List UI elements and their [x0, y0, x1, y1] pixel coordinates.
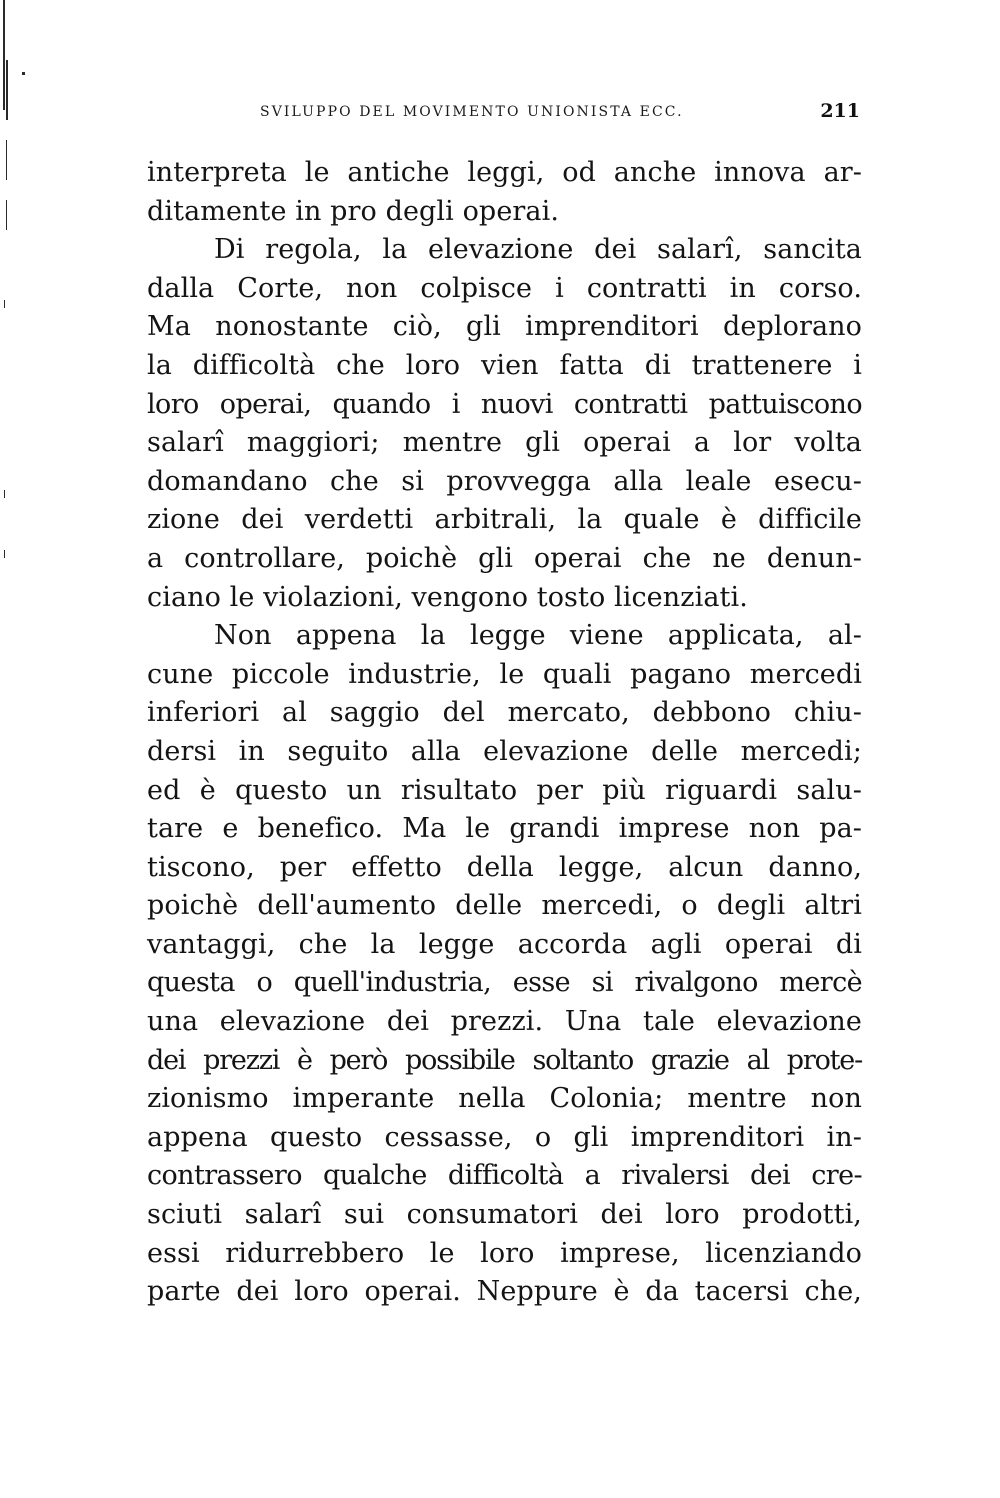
text-line: parte dei loro operai. Neppure è da tacersi che, — [147, 1276, 862, 1308]
text-line: a controllare, poichè gli operai che ne denun- — [147, 542, 862, 574]
text-line: ditamente in pro degli operai. — [147, 195, 560, 227]
text-line: la difficoltà che loro vien fatta di trattenere i — [147, 349, 862, 381]
text-line: zionismo imperante nella Colonia; mentre non — [147, 1083, 862, 1115]
running-header — [260, 100, 860, 130]
text-line: sciuti salarî sui consumatori dei loro prodotti, — [147, 1199, 862, 1231]
text-line: vantaggi, che la legge accorda agli operai di — [147, 928, 862, 960]
page-edge-marks — [0, 0, 20, 1498]
text-line: poichè dell'aumento delle mercedi, o degli altri — [147, 890, 862, 922]
text-line: una elevazione dei prezzi. Una tale elevazione — [147, 1006, 862, 1038]
text-line: loro operai, quando i nuovi contratti pattuiscono — [147, 388, 862, 420]
text-line: dersi in seguito alla elevazione delle mercedi; — [147, 735, 862, 767]
text-line: ed è questo un risultato per più riguardi salu- — [147, 774, 862, 806]
text-line: inferiori al saggio del mercato, debbono chiu- — [147, 697, 862, 729]
text-line: dalla Corte, non colpisce i contratti in corso. — [147, 272, 862, 304]
text-line: ciano le violazioni, vengono tosto licenziati. — [147, 581, 748, 613]
text-line: zione dei verdetti arbitrali, la quale è difficile — [147, 504, 862, 536]
text-line: Non appena la legge viene applicata, al- — [214, 620, 862, 652]
text-line: contrassero qualche difficoltà a rivalersi dei cre- — [147, 1160, 862, 1192]
text-line: interpreta le antiche leggi, od anche innova ar- — [147, 157, 862, 188]
text-line: appena questo cessasse, o gli imprenditori in- — [147, 1121, 862, 1153]
text-line: Di regola, la elevazione dei salarî, sancita — [214, 234, 862, 266]
body-text — [147, 154, 862, 1312]
text-line: cune piccole industrie, le quali pagano mercedi — [147, 658, 862, 690]
text-line: domandano che si provvegga alla leale esecu- — [147, 465, 862, 497]
text-line: questa o quell'industria, esse si rivalgono mercè — [147, 967, 862, 999]
text-line: Ma nonostante ciò, gli imprenditori deplorano — [147, 311, 862, 343]
text-line: essi ridurrebbero le loro imprese, licenziando — [147, 1237, 862, 1269]
text-line: dei prezzi è però possibile soltanto grazie al prote- — [147, 1044, 862, 1076]
text-line: tiscono, per effetto della legge, alcun danno, — [147, 851, 862, 883]
text-line: salarî maggiori; mentre gli operai a lor volta — [147, 427, 862, 459]
page-number: 211 — [820, 100, 860, 122]
running-title: SVILUPPO DEL MOVIMENTO UNIONISTA ECC. — [260, 104, 684, 120]
text-line: tare e benefico. Ma le grandi imprese non pa- — [147, 813, 862, 845]
